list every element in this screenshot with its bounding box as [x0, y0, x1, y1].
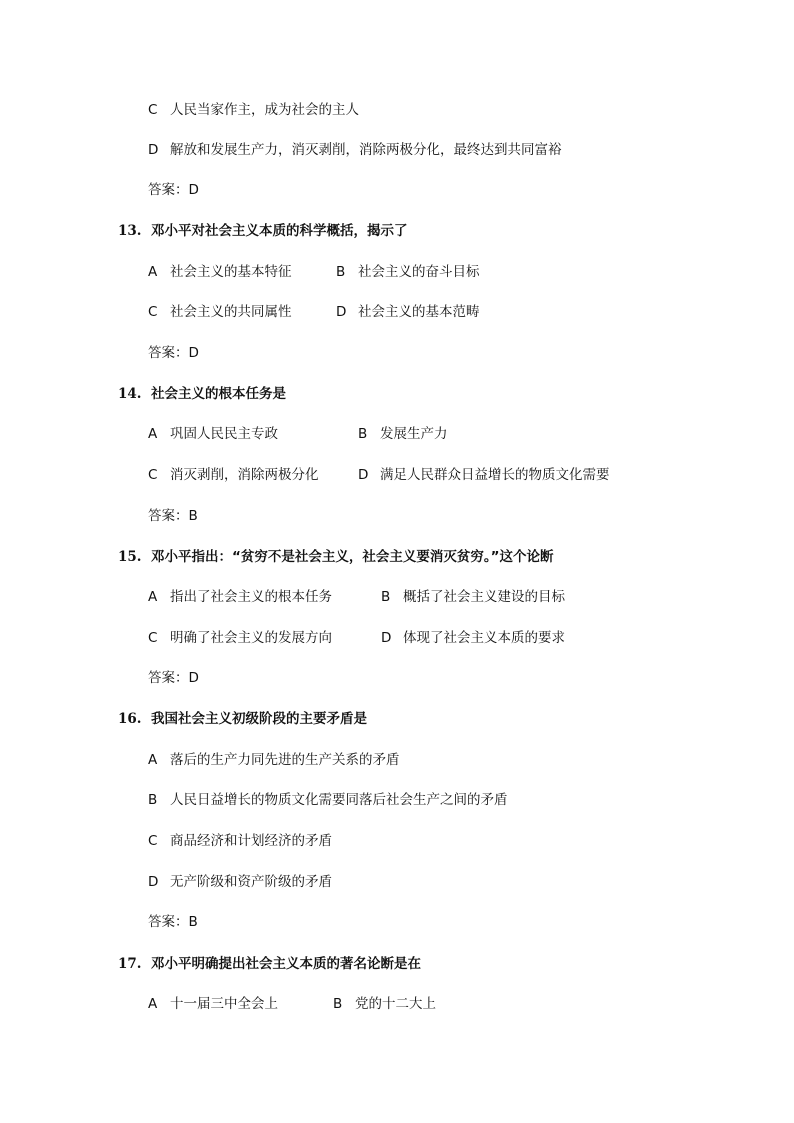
option-letter: A	[148, 996, 158, 1012]
question-text: 邓小平对社会主义本质的科学概括，揭示了	[151, 223, 408, 239]
option-row	[148, 466, 319, 484]
answer: 答案：D	[148, 345, 199, 361]
option-letter: A	[148, 426, 158, 442]
option-letter: D	[148, 142, 159, 158]
answer: 答案：D	[148, 670, 199, 686]
option-row	[358, 466, 610, 484]
question-15	[118, 548, 554, 566]
option-row	[148, 995, 278, 1013]
option-row	[148, 263, 292, 281]
option-letter: C	[148, 102, 158, 118]
question-text: 社会主义的根本任务是	[151, 386, 286, 402]
option-text: 发展生产力	[380, 426, 448, 442]
option-letter: D	[381, 630, 392, 646]
option-row	[148, 629, 332, 647]
option-text: 商品经济和计划经济的矛盾	[170, 833, 332, 849]
option-row	[358, 425, 448, 443]
question-number: 14.	[118, 386, 142, 402]
option-letter: C	[148, 304, 158, 320]
question-text: 我国社会主义初级阶段的主要矛盾是	[151, 711, 367, 727]
option-c	[148, 101, 359, 119]
option-d	[148, 141, 562, 159]
option-row	[336, 303, 480, 321]
option-b	[148, 791, 508, 809]
question-text: 邓小平明确提出社会主义本质的著名论断是在	[151, 956, 421, 972]
option-row	[148, 303, 292, 321]
option-letter: B	[333, 996, 343, 1012]
option-letter: D	[148, 874, 159, 890]
option-text: 社会主义的基本范畴	[358, 304, 480, 320]
option-letter: B	[336, 264, 346, 280]
option-row	[381, 588, 565, 606]
option-text: 人民当家作主，成为社会的主人	[170, 102, 359, 118]
question-number: 13.	[118, 223, 142, 239]
option-row	[148, 425, 278, 443]
option-row	[336, 263, 480, 281]
question-text: 邓小平指出：“贫穷不是社会主义，社会主义要消灭贫穷。”这个论断	[151, 549, 554, 565]
option-letter: A	[148, 264, 158, 280]
option-text: 指出了社会主义的根本任务	[170, 589, 332, 605]
option-text: 社会主义的基本特征	[170, 264, 292, 280]
option-letter: B	[358, 426, 368, 442]
option-text: 体现了社会主义本质的要求	[403, 630, 565, 646]
option-row	[381, 629, 565, 647]
option-row	[148, 588, 332, 606]
option-text: 十一届三中全会上	[170, 996, 278, 1012]
answer: 答案：B	[148, 914, 198, 930]
option-letter: B	[381, 589, 391, 605]
option-text: 无产阶级和资产阶级的矛盾	[170, 874, 332, 890]
option-a	[148, 751, 400, 769]
option-text: 人民日益增长的物质文化需要同落后社会生产之间的矛盾	[170, 792, 508, 808]
answer: 答案：D	[148, 182, 199, 198]
option-letter: C	[148, 630, 158, 646]
option-text: 社会主义的共同属性	[170, 304, 292, 320]
option-text: 满足人民群众日益增长的物质文化需要	[380, 467, 610, 483]
option-c	[148, 832, 332, 850]
question-17	[118, 955, 421, 973]
option-text: 社会主义的奋斗目标	[358, 264, 480, 280]
option-text: 巩固人民民主专政	[170, 426, 278, 442]
option-letter: C	[148, 833, 158, 849]
option-letter: B	[148, 792, 158, 808]
question-number: 15.	[118, 549, 142, 565]
option-letter: A	[148, 589, 158, 605]
option-letter: A	[148, 752, 158, 768]
question-14	[118, 385, 286, 403]
question-number: 16.	[118, 711, 142, 727]
question-number: 17.	[118, 956, 142, 972]
option-text: 党的十二大上	[355, 996, 436, 1012]
option-row	[333, 995, 436, 1013]
option-text: 落后的生产力同先进的生产关系的矛盾	[170, 752, 400, 768]
answer: 答案：B	[148, 508, 198, 524]
option-letter: D	[358, 467, 369, 483]
option-letter: C	[148, 467, 158, 483]
option-letter: D	[336, 304, 347, 320]
option-text: 消灭剥削，消除两极分化	[170, 467, 319, 483]
option-text: 概括了社会主义建设的目标	[403, 589, 565, 605]
question-16	[118, 710, 367, 728]
option-d	[148, 873, 332, 891]
option-text: 解放和发展生产力，消灭剥削，消除两极分化，最终达到共同富裕	[170, 142, 562, 158]
question-13	[118, 222, 408, 240]
option-text: 明确了社会主义的发展方向	[170, 630, 332, 646]
